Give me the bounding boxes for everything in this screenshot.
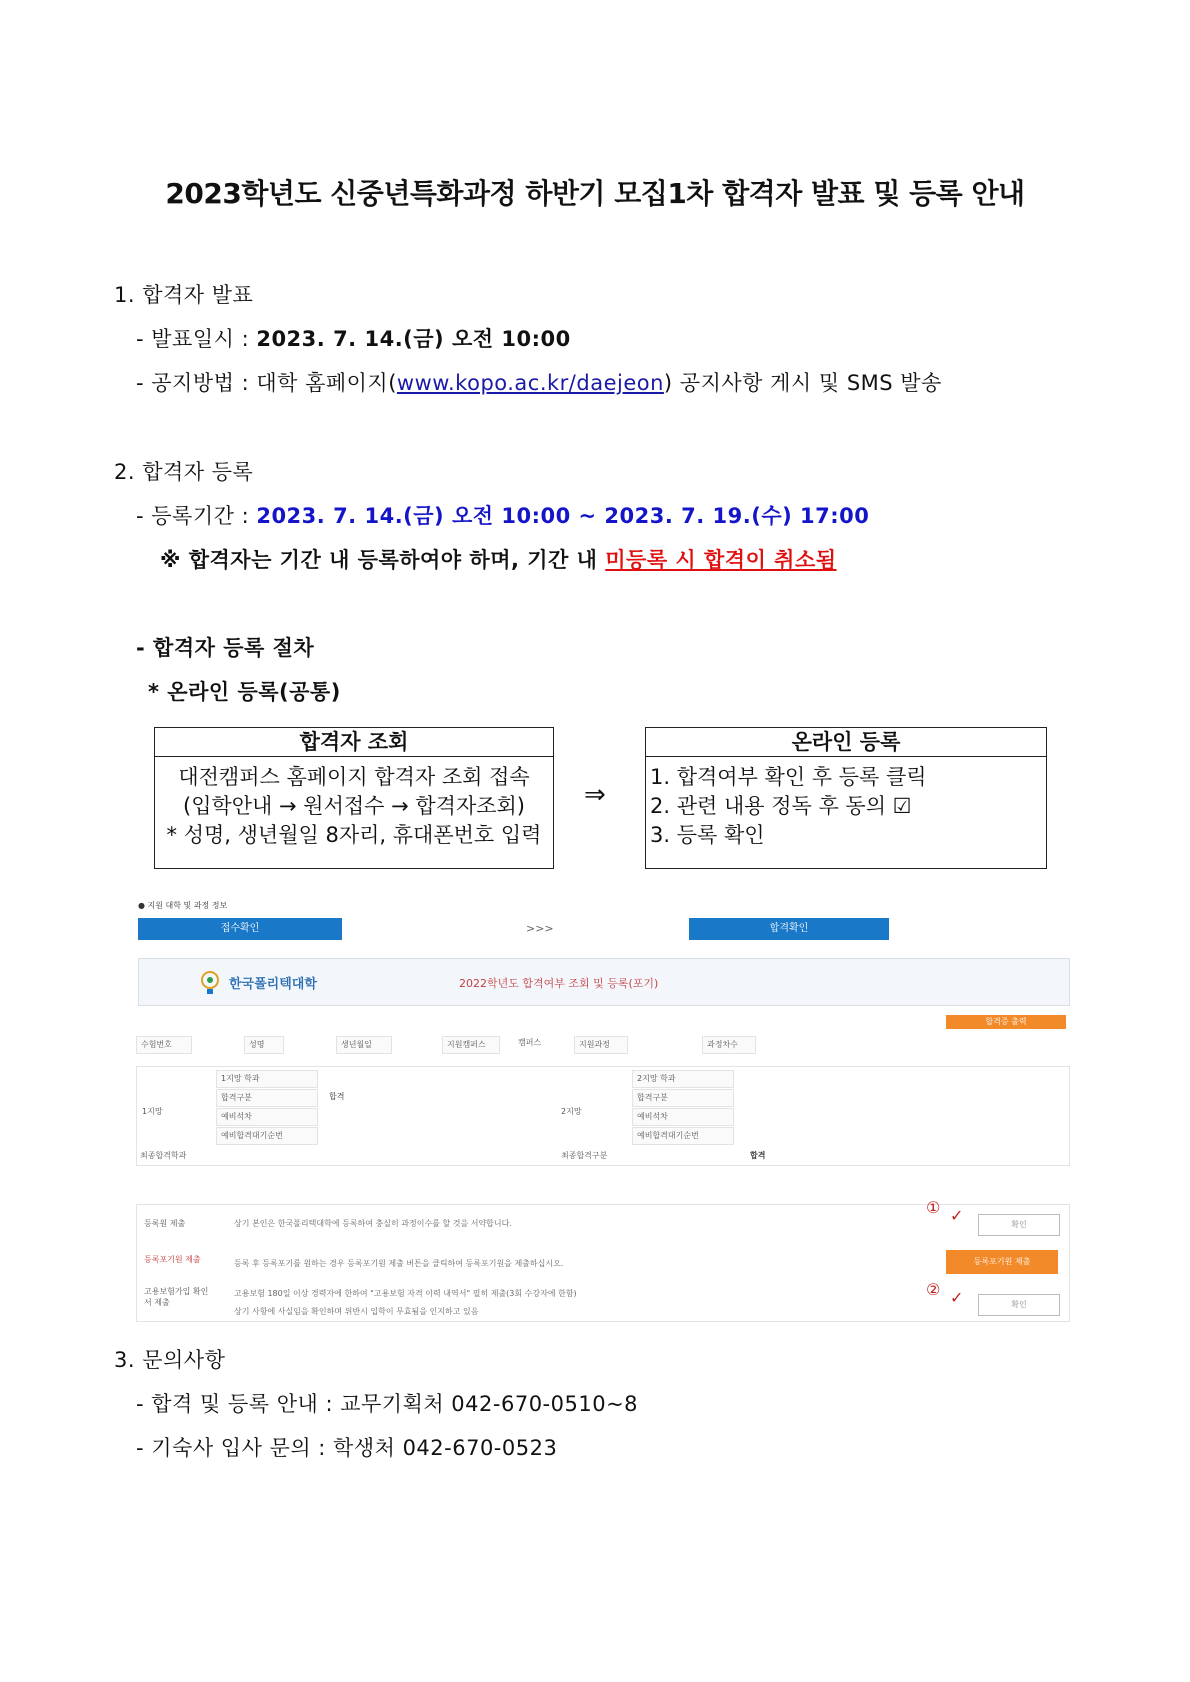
- shot-final-dept: 최종합격학과: [140, 1151, 187, 1160]
- shot-step-arrow: >>>: [526, 922, 554, 935]
- shot-choice1-row: 1지망 학과: [216, 1070, 318, 1088]
- shot-step1: 접수확인: [138, 918, 342, 940]
- withdraw-button[interactable]: 등록포기원 제출: [946, 1250, 1058, 1274]
- lookup-line: (입학안내 → 원서접수 → 합격자조회): [183, 794, 525, 818]
- shot-section-label: ● 지원 대학 및 과정 정보: [138, 901, 228, 910]
- shot-choice1-result: 합격: [329, 1092, 345, 1101]
- confirm-button[interactable]: 확인: [978, 1214, 1060, 1236]
- shot-info-col: 지원캠퍼스: [442, 1036, 500, 1054]
- shot-choice2-row: 2지망 학과: [632, 1070, 734, 1088]
- registration-screenshot: [136, 888, 1070, 1320]
- section1-heading: 1. 합격자 발표: [114, 283, 254, 307]
- period-label: - 등록기간 :: [136, 504, 257, 528]
- shot-choice2: 2지망: [561, 1107, 582, 1116]
- step-mark-1: ①: [926, 1198, 941, 1217]
- shot-header: [138, 958, 1070, 1006]
- check-icon: ✓: [950, 1206, 964, 1225]
- lookup-box-title: 합격자 조회: [155, 728, 553, 757]
- section2-heading: 2. 합격자 등록: [114, 460, 254, 484]
- announcement-date: [136, 323, 571, 353]
- shot-reg-label: 등록포기원 제출: [144, 1255, 201, 1264]
- announcement-date-value: 2023. 7. 14.(금) 오전 10:00: [256, 327, 571, 351]
- shot-step2: 합격확인: [689, 918, 889, 940]
- period-value: 2023. 7. 14.(금) 오전 10:00 ~ 2023. 7. 19.(수) 17:00: [256, 504, 870, 528]
- online-step: 3. 등록 확인: [650, 823, 765, 847]
- shot-logo-text: 한국폴리텍대학: [229, 977, 317, 992]
- contact-admission: - 합격 및 등록 안내 : 교무기획처 042-670-0510~8: [136, 1392, 639, 1416]
- insurance-confirm-button[interactable]: 확인: [978, 1294, 1060, 1316]
- online-step: 2. 관련 내용 정독 후 동의 ☑: [650, 794, 912, 818]
- shot-reg-text: 상기 본인은 한국폴리텍대학에 등록하여 충실히 과정이수를 할 것을 서약합니다.: [234, 1219, 512, 1228]
- shot-reg-note: 상기 사항에 사실임을 확인하며 위반시 입학이 무효됨을 인지하고 있음: [234, 1307, 479, 1316]
- check-icon: ✓: [950, 1288, 964, 1307]
- page-title: 2023학년도 신중년특화과정 하반기 모집1차 합격자 발표 및 등록 안내: [165, 177, 1025, 210]
- step-mark-2: ②: [926, 1280, 941, 1299]
- polytech-logo-icon: [195, 967, 225, 997]
- shot-info-col: 과정차수: [702, 1036, 756, 1054]
- shot-final-type: 최종합격구분: [561, 1151, 608, 1160]
- section3-heading: 3. 문의사항: [114, 1348, 226, 1372]
- lookup-box: [154, 727, 554, 869]
- shot-choice2-row: 예비합격대기순번: [632, 1127, 734, 1145]
- shot-choice1-row: 예비합격대기순번: [216, 1127, 318, 1145]
- registration-note: [160, 544, 837, 574]
- shot-info-col: 수험번호: [136, 1036, 192, 1054]
- online-step: 1. 합격여부 확인 후 등록 클릭: [650, 765, 927, 789]
- shot-choice1: 1지망: [142, 1107, 163, 1116]
- online-heading: * 온라인 등록(공통): [148, 680, 341, 704]
- shot-choice1-row: 예비석차: [216, 1108, 318, 1126]
- online-box-title: 온라인 등록: [646, 728, 1046, 757]
- shot-header-title: 2022학년도 합격여부 조회 및 등록(포기): [459, 977, 659, 990]
- shot-info-col: 지원과정: [574, 1036, 628, 1054]
- registration-period: [136, 500, 869, 530]
- homepage-link[interactable]: www.kopo.ac.kr/daejeon: [396, 371, 664, 395]
- shot-reg-label: 등록원 제출: [144, 1219, 186, 1228]
- shot-choice2-row: 합격구분: [632, 1089, 734, 1107]
- shot-final-result: 합격: [750, 1151, 766, 1160]
- shot-info-col: 캠퍼스: [518, 1038, 542, 1047]
- lookup-line: * 성명, 생년월일 8자리, 휴대폰번호 입력: [166, 823, 542, 847]
- shot-reg-text: 등록 후 등록포기를 원하는 경우 등록포기원 제출 버튼을 클릭하여 등록포기원을 제출하십시오.: [234, 1259, 564, 1268]
- announcement-date-label: - 발표일시 :: [136, 327, 257, 351]
- shot-info-col: 생년월일: [336, 1036, 392, 1054]
- shot-reg-text: 고용보험 180일 이상 경력자에 한하여 "고용보험 자격 이력 내역서" 필히 제출(3회 수강자에 한함): [234, 1289, 577, 1298]
- online-registration-box: [645, 727, 1047, 869]
- note-warning: 미등록 시 합격이 취소됨: [605, 548, 837, 572]
- shot-choice1-row: 합격구분: [216, 1089, 318, 1107]
- print-certificate-button[interactable]: 합격증 출력: [946, 1015, 1066, 1029]
- shot-info-col: 성명: [244, 1036, 284, 1054]
- announcement-method: [136, 367, 942, 397]
- method-label: - 공지방법 : 대학 홈페이지(: [136, 371, 397, 395]
- flow-arrow: ⇒: [584, 780, 606, 810]
- method-tail: ) 공지사항 게시 및 SMS 발송: [663, 371, 942, 395]
- shot-reg-label: 고용보험가입 확인서 제출: [144, 1287, 209, 1307]
- note-prefix: ※ 합격자는 기간 내 등록하여야 하며, 기간 내: [160, 548, 606, 572]
- lookup-line: 대전캠퍼스 홈페이지 합격자 조회 접속: [178, 765, 530, 789]
- contact-dormitory: - 기숙사 입사 문의 : 학생처 042-670-0523: [136, 1436, 558, 1460]
- shot-choice2-row: 예비석차: [632, 1108, 734, 1126]
- procedure-heading: - 합격자 등록 절차: [136, 636, 315, 660]
